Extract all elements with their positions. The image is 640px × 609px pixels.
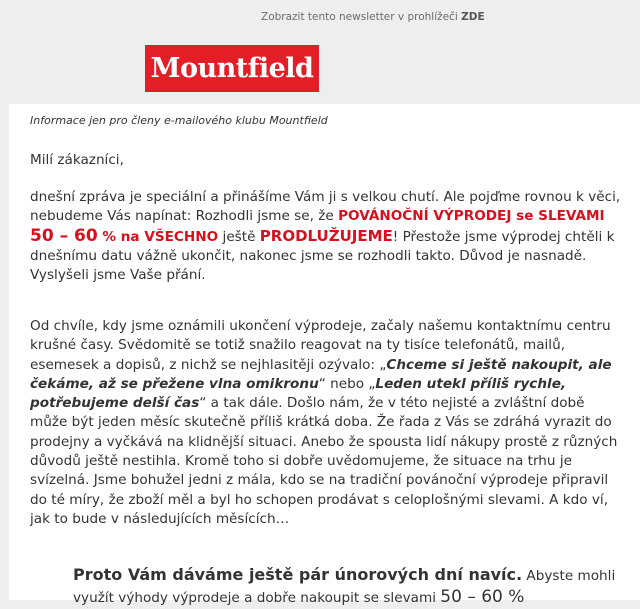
top-bar xyxy=(0,0,640,34)
view-in-browser-text: Zobrazit tento newsletter v prohlížeči xyxy=(261,11,462,23)
paragraph-extension xyxy=(30,188,625,285)
paragraph-reasons xyxy=(30,317,625,529)
logo-row xyxy=(0,34,640,96)
view-in-browser-link[interactable]: ZDE xyxy=(461,11,485,23)
p1-text-e: ještě xyxy=(218,228,260,245)
sale-scope: % na VŠECHNO xyxy=(97,228,219,245)
extension-word: PRODLUŽUJEME xyxy=(259,226,393,245)
customer-quote-2: Leden utekl příliš rychle, potřebujeme delší čas xyxy=(30,375,567,412)
view-in-browser[interactable] xyxy=(261,11,485,23)
discount-range: 50 – 60 xyxy=(30,225,98,246)
customer-quote-1: Chceme si ještě nakoupit, ale čekáme, až se přežene vlna omikronu xyxy=(30,356,612,392)
february-lead: Proto Vám dáváme ještě pár únorových dní navíc. xyxy=(73,565,523,584)
greeting: Milí zákazníci, xyxy=(30,152,124,168)
p2-text-b: “ nebo „ xyxy=(318,375,376,392)
newsletter-body xyxy=(9,104,640,607)
paragraph-february xyxy=(73,564,633,609)
p1-text-g: ! Přestože jsme výprodej chtěli k dnešnímu datu vážně ukončit, nakonec jsme se rozhodli takto. Důvod je nasnadě. Vyslyšeli jsme Vaše přání. xyxy=(30,228,615,284)
sale-name: POVÁNOČNÍ VÝPRODEJ se SLEVAMI xyxy=(338,208,605,225)
p2-text-a: Od chvíle, kdy jsme oznámili ukončení výprodeje, začaly našemu kontaktnímu centru krušné časy. Svědomitě se totiž snažilo reagovat na ty tisíce telefonátů, mailů, esemesek a dopisů, z nichž se nejhlasitěji ozývalo: „ xyxy=(30,318,611,373)
p3-discount: 50 – 60 % xyxy=(440,587,525,607)
club-info: Informace jen pro členy e-mailového klubu Mountfield xyxy=(30,114,328,127)
mountfield-logo[interactable]: Mountfield xyxy=(145,45,319,92)
p2-text-c: “ a tak dále. Došlo nám, že v této nejisté a zvláštní době může být jeden měsíc skutečně příliš krátká doba. Že řada z Vás se zdráhá vyrazit do prodejny a vyčkává na klidnější situaci. Anebo že spousta lidí nákupy prostě z různých důvodů ještě nestihla. Kromě toho si dobře uvědomujeme, že situace na trhu je svízelná. Jsme bohužel jedni z mála, kdo se na tradiční povánoční výprodeje připravil do té míry, že zboží měl a byl ho schopen prodávat s celoplošnými slevami. A kdo ví, jak to bude v následujících měsících… xyxy=(30,395,618,527)
p1-text-a: dnešní zpráva je speciální a přinášíme Vám ji s velkou chutí. Ale pojďme rovnou k věci, nebudeme Vás napínat: Rozhodli jsme se, že xyxy=(30,189,621,225)
p3-text-a: Abyste mohli využít výhody výprodeje a dobře nakoupit se slevami xyxy=(73,568,616,606)
